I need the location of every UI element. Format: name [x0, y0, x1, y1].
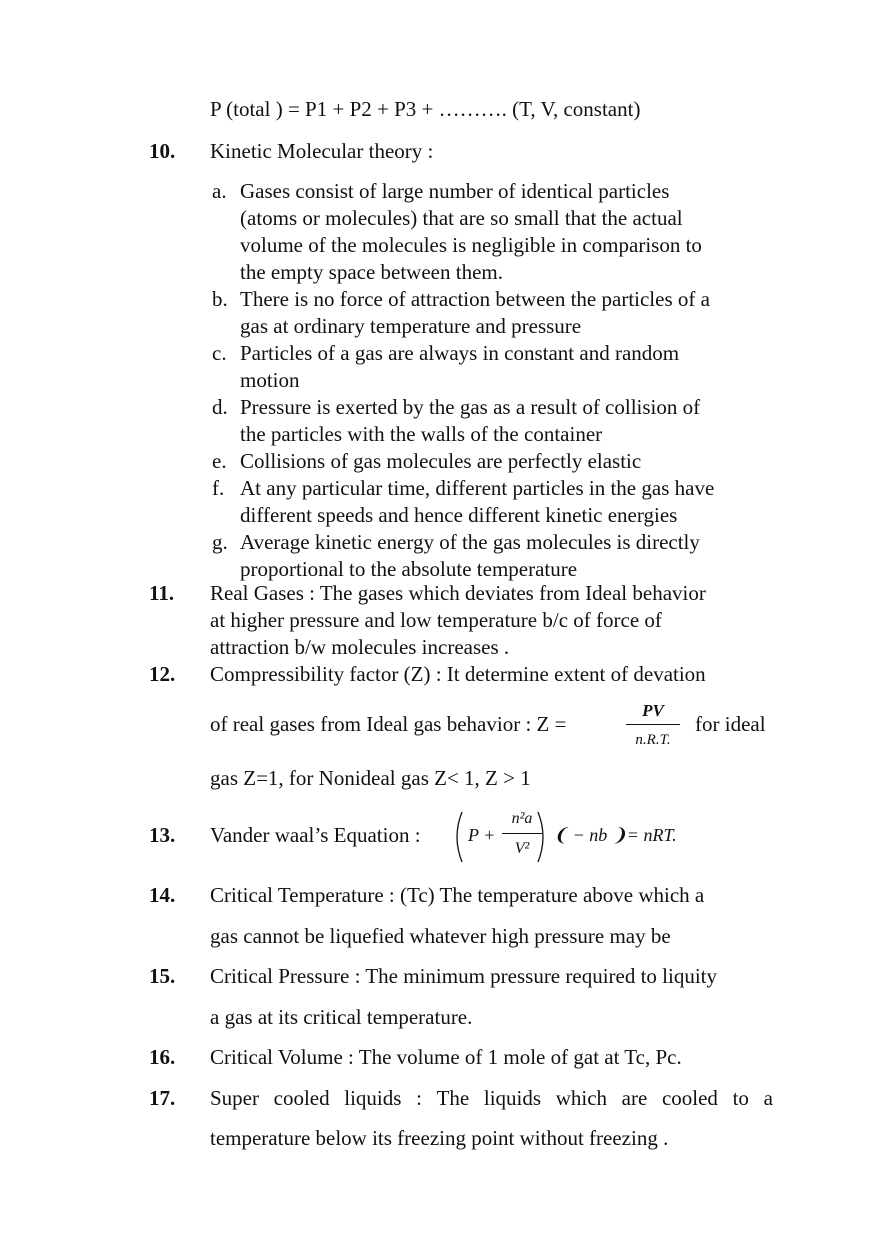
list-item-line: proportional to the absolute temperature: [240, 557, 578, 581]
word: cooled: [273, 1086, 330, 1110]
list-item-line: (atoms or molecules) that are so small that the actual: [240, 206, 683, 230]
real-gases-line: attraction b/w molecules increases .: [210, 635, 510, 659]
list-item-line: Gases consist of large number of identical particles: [240, 179, 670, 203]
word: cooled: [661, 1086, 718, 1110]
list-item-line: Pressure is exerted by the gas as a result of collision of: [240, 395, 701, 419]
list-item-line: Average kinetic energy of the gas molecules is directly: [240, 530, 700, 554]
section-number-12: 12.: [149, 662, 176, 686]
list-item-line: Collisions of gas molecules are perfectly elastic: [240, 449, 642, 473]
partial-pressure-equation: P (total ) = P1 + P2 + P3 + ………. (T, V, constant): [210, 97, 641, 121]
list-item-line: the particles with the walls of the container: [240, 422, 603, 446]
critical-pressure-line-1: Critical Pressure : The minimum pressure required to liquity: [210, 964, 718, 988]
super-cooled-line-1: [210, 1088, 773, 1109]
word: are: [621, 1086, 648, 1110]
list-item-line: There is no force of attraction between the particles of a: [240, 287, 710, 311]
list-item-line: different speeds and hence different kinetic energies: [240, 503, 678, 527]
list-marker: g.: [212, 530, 228, 554]
critical-volume-line: Critical Volume : The volume of 1 mole of gat at Tc, Pc.: [210, 1045, 682, 1069]
word: :: [416, 1086, 422, 1110]
vdw-fraction-numerator: n²a: [511, 810, 533, 827]
left-paren: [457, 812, 462, 862]
word: to: [732, 1086, 749, 1110]
real-gases-line: Real Gases : The gases which deviates from Ideal behavior: [210, 581, 706, 605]
section-number-10: 10.: [149, 139, 176, 163]
list-marker: e.: [212, 449, 227, 473]
list-marker: d.: [212, 395, 228, 419]
list-item-line: gas at ordinary temperature and pressure: [240, 314, 582, 338]
section-number-14: 14.: [149, 883, 176, 907]
pressure-term: P +: [468, 825, 496, 845]
fraction-numerator: PV: [642, 701, 664, 720]
word: liquids: [344, 1086, 402, 1110]
list-item-line: the empty space between them.: [240, 260, 503, 284]
critical-pressure-line-2: a gas at its critical temperature.: [210, 1005, 473, 1029]
list-item-line: motion: [240, 368, 300, 392]
section-title-kinetic-theory: Kinetic Molecular theory :: [210, 139, 434, 163]
section-number-17: 17.: [149, 1086, 176, 1110]
fraction-bar: [626, 724, 680, 725]
compressibility-line-2: of real gases from Ideal gas behavior : Z =: [210, 712, 567, 736]
compressibility-line-2-end: for ideal: [695, 712, 766, 736]
list-item-line: At any particular time, different particles in the gas have: [240, 476, 715, 500]
critical-temperature-line-2: gas cannot be liquefied whatever high pressure may be: [210, 924, 671, 948]
vdw-fraction-bar: [502, 833, 542, 834]
vander-waals-label: Vander waal’s Equation :: [210, 823, 421, 847]
section-number-11: 11.: [149, 581, 175, 605]
word: liquids: [483, 1086, 542, 1110]
list-item-line: volume of the molecules is negligible in comparison to: [240, 233, 702, 257]
word: Super: [210, 1086, 259, 1110]
real-gases-line: at higher pressure and low temperature b/c of force of: [210, 608, 662, 632]
section-number-15: 15.: [149, 964, 176, 988]
list-marker: c.: [212, 341, 227, 365]
super-cooled-line-2: temperature below its freezing point without freezing .: [210, 1126, 669, 1150]
fraction-denominator: n.R.T.: [635, 732, 671, 748]
vdw-fraction-denominator: V²: [514, 840, 530, 857]
word: The: [436, 1086, 470, 1110]
critical-temperature-line-1: Critical Temperature : (Tc) The temperature above which a: [210, 883, 705, 907]
section-number-16: 16.: [149, 1045, 176, 1069]
word: which: [555, 1086, 608, 1110]
word: a: [763, 1086, 773, 1110]
list-item-line: Particles of a gas are always in constant and random: [240, 341, 680, 365]
list-marker: b.: [212, 287, 228, 311]
section-number-13: 13.: [149, 823, 176, 847]
compressibility-line-1: Compressibility factor (Z) : It determine extent of devation: [210, 662, 706, 686]
compressibility-line-3: gas Z=1, for Nonideal gas Z< 1, Z > 1: [210, 766, 531, 790]
list-marker: a.: [212, 179, 227, 203]
volume-term: ❨ − nb ❩= nRT.: [553, 825, 677, 845]
list-marker: f.: [212, 476, 225, 500]
